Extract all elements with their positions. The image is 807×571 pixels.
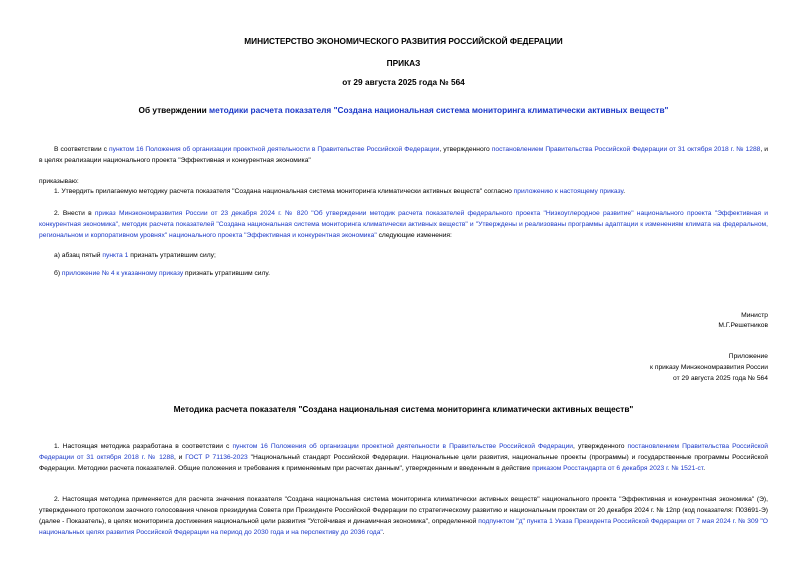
subject-link[interactable]: методики расчета показателя "Создана национальная система мониторинга климатически активных веществ" [209,105,669,115]
text: б) [54,270,62,277]
signature-position: Министр [741,312,768,319]
doc-type-heading: ПРИКАЗ [386,58,421,68]
link-appendix-4[interactable]: приложение № 4 к указанному приказу [61,270,184,277]
orders-line: приказываю: [39,178,79,185]
text: , утвержденного [573,443,628,450]
link-point16-b[interactable]: пунктом 16 Положения об организации проектной деятельности в Правительстве Российской Федерации [232,443,574,450]
method-paragraph-2 [39,494,768,538]
text: признать утратившим силу. [183,270,270,277]
item-2 [39,208,768,241]
text: . [382,529,385,536]
text: , и в целях реализации национального проекта "Эффективная и конкурентная экономика" [39,146,769,164]
text: а) абзац пятый [54,252,103,259]
link-point16[interactable]: пунктом 16 Положения об организации проектной деятельности в Правительстве Российской Федерации [109,146,440,153]
sub-item-a [54,250,768,261]
text: В соответствии с [54,146,109,153]
link-gost[interactable]: ГОСТ Р 71136-2023 [185,454,248,461]
link-order-820[interactable]: приказ Минэкономразвития России от 23 декабря 2024 г. № 820 "Об утверждении методик расчета показателей федерального проекта "Низкоуглеродное развитие" национального проекта "Эффективная и конкурентная экономика", методик расчета показателей "Создана национальная система мониторинга климатически активных веществ" и "Утверждены и реализованы программы адаптации к изменениям климата на федеральном, региональном и корпоративном уровнях" национального проекта "Эффективная и конкурентная экономика" [39,210,768,239]
link-decree-1288[interactable]: постановлением Правительства Российской Федерации от 31 октября 2018 г. № 1288 [491,146,761,153]
text: , и [173,454,186,461]
text: , утвержденного [439,146,492,153]
appendix-label: Приложение [728,353,768,360]
item-1 [39,186,768,197]
text: 1. Настоящая методика разработана в соответствии с [54,443,233,450]
order-subject [0,105,807,115]
preamble-paragraph [39,144,768,166]
link-point-1[interactable]: пункта 1 [102,252,129,259]
text: 1. Утвердить прилагаемую методику расчета показателя "Создана национальная система мониторинга климатически активных веществ" согласно [54,188,514,195]
method-title: Методика расчета показателя "Создана национальная система мониторинга климатически активных веществ" [173,404,634,414]
link-rosstandart-order[interactable]: приказом Росстандарта от 6 декабря 2023 г. № 1521-ст [532,465,704,472]
subject-prefix: Об утверждении [138,105,210,115]
date-number-heading: от 29 августа 2025 года № 564 [342,77,465,87]
signature-name: М.Г.Решетников [718,322,768,329]
appendix-line-2: к приказу Минэкономразвития России [650,364,768,371]
text: . [703,465,706,472]
link-decree-1288-b[interactable]: постановлением Правительства Российской Федерации от 31 октября 2018 г. № 1288 [39,443,769,461]
text: следующие изменения: [376,232,452,239]
link-president-decree-309[interactable]: подпунктом "д" пункта 1 Указа Президента Российской Федерации от 7 мая 2024 г. № 309 "О национальных целях развития Российской Федерации на период до 2030 года и на перспективу до 2036 года" [39,518,768,536]
text: признать утратившим силу; [128,252,216,259]
method-paragraph-1 [39,441,768,474]
text: 2. Настоящая методика применяется для расчета значения показателя "Создана национальная система мониторинга климатически активных веществ" национального проекта "Эффективная и конкурентная экономика" (Э), утвержденного протоколом заочного голосования членов президиума Совета при Президенте Российской Федерации по стратегическому развитию и национальным проектам от 20 декабря 2024 г. № 12пр (код показателя: П03691-Э) (далее - Показатель), в целях мониторинга достижения национальной цели развития "Устойчивая и динамичная экономика", определенной [39,496,768,525]
link-appendix[interactable]: приложению к настоящему приказу [513,188,624,195]
ministry-heading: МИНИСТЕРСТВО ЭКОНОМИЧЕСКОГО РАЗВИТИЯ РОССИЙСКОЙ ФЕДЕРАЦИИ [244,36,563,46]
text: . [623,188,626,195]
text: 2. Внести в [54,210,95,217]
appendix-line-3: от 29 августа 2025 года № 564 [673,375,768,382]
sub-item-b [54,268,768,279]
text: "Национальный стандарт Российской Федерации. Национальные цели развития, национальные проекты (программы) и государственные программы Российской Федерации. Методики расчета показателей. Общие положения и требования к применяемым при расчетах данным", утвержденным и введенным в действие [39,454,768,472]
